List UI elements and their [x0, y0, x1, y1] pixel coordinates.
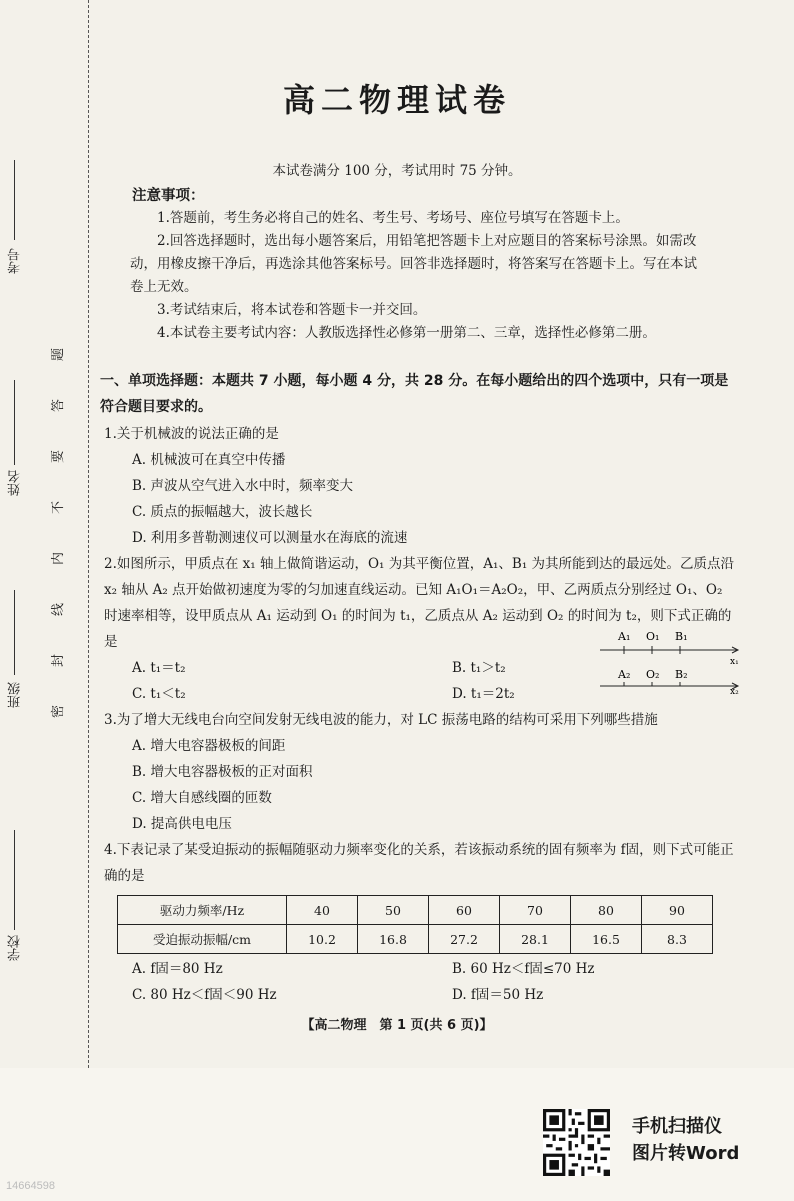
option-c: C. 增大自感线圈的匝数: [132, 790, 272, 806]
option-b: B. 增大电容器极板的正对面积: [132, 764, 313, 780]
option-b: B. t₁＞t₂: [452, 660, 506, 676]
question-stem: 4.下表记录了某受迫振动的振幅随驱动力频率变化的关系，若该振动系统的固有频率为 f固，则下式可能正确的是: [104, 842, 734, 884]
frequency-table-wrap: [117, 895, 713, 954]
scanner-promo: [632, 1113, 739, 1167]
seal-char: 不: [51, 500, 67, 515]
exam-no-label: 考号: [8, 248, 23, 274]
table-cell: 28.1: [500, 925, 571, 954]
promo-line: 图片转Word: [632, 1143, 740, 1164]
notice-title: 注意事项：: [132, 188, 205, 204]
question-stem: 3.为了增大无线电台向空间发射无线电波的能力，对 LC 振荡电路的结构可采用下列哪些措施: [104, 712, 658, 728]
option-a: A. t₁＝t₂: [132, 660, 186, 676]
notice-list: [130, 207, 700, 345]
question-1: [104, 421, 744, 551]
frequency-table: [117, 895, 713, 954]
notice-item: 1.答题前，考生务必将自己的姓名、考生号、考场号、座位号填写在答题卡上。: [157, 210, 629, 226]
table-cell: 10.2: [287, 925, 358, 954]
exam-subtitle: 本试卷满分 100 分，考试用时 75 分钟。: [272, 163, 522, 179]
table-cell: 27.2: [429, 925, 500, 954]
table-cell: 8.3: [642, 925, 713, 954]
notice-item: 4.本试卷主要考试内容：人教版选择性必修第一册第二、三章，选择性必修第二册。: [157, 325, 656, 341]
seal-char: 密: [51, 704, 67, 719]
option-a: A. 机械波可在真空中传播: [132, 452, 286, 468]
option-d: D. t₁＝2t₂: [452, 686, 515, 702]
axes-figure: [598, 624, 748, 696]
class-label: 班级: [8, 682, 23, 708]
option-b: B. 声波从空气进入水中时，频率变大: [132, 478, 354, 494]
school-label: 学校: [8, 935, 23, 961]
table-row: [118, 896, 713, 925]
table-cell: 70: [500, 896, 571, 925]
table-cell: 40: [287, 896, 358, 925]
seal-char: 线: [51, 602, 67, 617]
table-cell: 16.8: [358, 925, 429, 954]
question-4: [104, 837, 744, 889]
question-stem: 1.关于机械波的说法正确的是: [104, 426, 279, 442]
notice-item: 3.考试结束后，将本试卷和答题卡一并交回。: [157, 302, 427, 318]
table-cell: 90: [642, 896, 713, 925]
seal-char: 封: [51, 653, 67, 668]
seal-char: 答: [51, 398, 67, 413]
seal-line-notice: [50, 345, 67, 721]
table-cell: 80: [571, 896, 642, 925]
watermark-id: 14664598: [6, 1180, 55, 1192]
table-row-header: 受迫振动振幅/cm: [118, 925, 287, 954]
option-a: A. 增大电容器极板的间距: [132, 738, 286, 754]
option-c: C. 80 Hz＜f固＜90 Hz: [132, 987, 277, 1003]
label-x1: x₁: [730, 657, 739, 667]
exam-title: 高二物理试卷: [282, 81, 511, 119]
section-heading: 一、单项选择题：本题共 7 小题，每小题 4 分，共 28 分。在每小题给出的四个选项中，只有一项是符合题目要求的。: [100, 373, 729, 415]
option-a: A. f固＝80 Hz: [132, 961, 223, 977]
option-d: D. 提高供电电压: [132, 816, 232, 832]
table-row-header: 驱动力频率/Hz: [118, 896, 287, 925]
question-4-options: [104, 956, 744, 1008]
question-stem: 2.如图所示，甲质点在 x₁ 轴上做简谐运动，O₁ 为其平衡位置，A₁、B₁ 为其所能到达的最远处。乙质点沿 x₂ 轴从 A₂ 点开始做初速度为零的匀加速直线运动。已知 A₁O₁＝A₂O₂，甲、乙两质点分别经过 O₁、O₂ 时速率相等，设甲质点从 A₁ 运动到 O₁ 的时间为 t₁，乙质点从 A₂ 运动到 O₂ 的时间为 t₂，则下式正确的是: [104, 556, 735, 650]
name-field: [14, 380, 16, 465]
x1-axis: [600, 630, 739, 667]
label-a1: A₁: [618, 630, 631, 643]
class-field: [14, 590, 16, 675]
label-o2: O₂: [646, 668, 660, 681]
school-field: [14, 830, 16, 930]
table-cell: 60: [429, 896, 500, 925]
option-c: C. 质点的振幅越大，波长越长: [132, 504, 313, 520]
seal-char: 题: [51, 347, 67, 362]
qr-code-icon[interactable]: [543, 1109, 610, 1176]
label-a2: A₂: [618, 668, 631, 681]
notice-item: 2.回答选择题时，选出每小题答案后，用铅笔把答题卡上对应题目的答案标号涂黑。如需改动，用橡皮擦干净后，再选涂其他答案标号。回答非选择题时，将答案写在答题卡上。写在本试卷上无效。: [130, 233, 697, 295]
name-label: 姓名: [8, 470, 23, 496]
label-x2: x₂: [730, 687, 739, 696]
page-footer: 【高二物理 第 1 页(共 6 页)】: [301, 1018, 493, 1033]
label-o1: O₁: [646, 630, 660, 643]
x2-axis: [600, 668, 739, 696]
label-b2: B₂: [675, 668, 688, 681]
table-cell: 50: [358, 896, 429, 925]
option-d: D. 利用多普勒测速仪可以测量水在海底的流速: [132, 530, 408, 546]
label-b1: B₁: [675, 630, 688, 643]
table-cell: 16.5: [571, 925, 642, 954]
seal-char: 内: [51, 551, 67, 566]
seal-char: 要: [51, 449, 67, 464]
option-d: D. f固＝50 Hz: [452, 987, 544, 1003]
promo-line: 手机扫描仪: [632, 1116, 722, 1137]
option-c: C. t₁＜t₂: [132, 686, 186, 702]
question-3: [104, 707, 744, 837]
options-grid: [104, 956, 744, 1008]
table-row: [118, 925, 713, 954]
option-b: B. 60 Hz＜f固≤70 Hz: [452, 961, 595, 977]
